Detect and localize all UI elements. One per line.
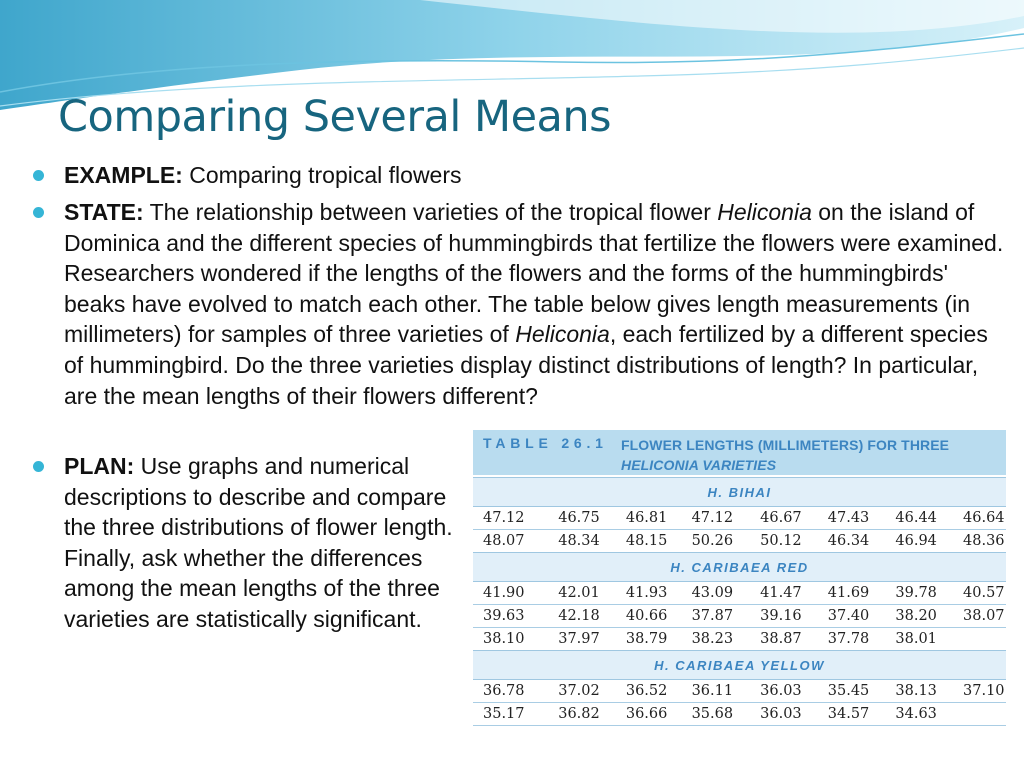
table-caption-line-2: HELICONIA VARIETIES <box>621 457 777 473</box>
table-cell: 37.97 <box>558 631 600 647</box>
bullet-state <box>64 197 1004 411</box>
state-text-1: The relationship between varieties of the tropical flower <box>149 199 711 225</box>
plan-text: Use graphs and numerical descriptions to describe and compare the three distributions of flower length. Finally, ask whether the differences among the mean lengths of the three varieties are statistically significant. <box>64 453 453 632</box>
state-text-2: on the island of Dominica and the different species of hummingbirds that fertilize the flowers were examined. Researchers wondered if the lengths of the flowers and the forms of the hummingbirds' beaks have evolved to match each other. The table below gives length measurements (in millimeters) for samples of three varieties of <box>64 199 1004 348</box>
table-cell: 35.68 <box>692 703 761 726</box>
bullet-dot <box>33 207 44 218</box>
table-cell: 42.18 <box>558 605 626 628</box>
table-row <box>473 530 1006 553</box>
table-cell: 36.66 <box>626 703 692 726</box>
table-cell: 38.13 <box>895 680 963 703</box>
table-cell: 36.78 <box>473 680 558 703</box>
table-cell: 42.01 <box>558 582 626 605</box>
table-cell: 37.87 <box>692 605 761 628</box>
group-table-bihai <box>473 507 1006 552</box>
table-cell: 50.26 <box>691 533 734 549</box>
table-cell: 48.36 <box>963 533 1005 549</box>
table-cell: 39.78 <box>895 582 963 605</box>
table-cell: 37.78 <box>827 631 870 647</box>
table-cell: 36.11 <box>692 680 761 703</box>
group-header-caribaea-red: H. CARIBAEA RED <box>473 552 1006 582</box>
group-table-caribaea-red <box>473 582 1006 650</box>
group-header-bihai: H. BIHAI <box>473 477 1006 507</box>
table-cell: 38.07 <box>963 605 1006 628</box>
slide-title: Comparing Several Means <box>58 92 612 142</box>
table-cell: 40.66 <box>626 605 692 628</box>
table-row <box>473 628 1006 651</box>
table-cell: 36.52 <box>626 680 692 703</box>
table-cell: 41.90 <box>473 582 558 605</box>
table-cell: 39.63 <box>473 605 558 628</box>
example-text: Comparing tropical flowers <box>189 162 462 188</box>
bullet-plan <box>64 451 464 635</box>
table-cell: 38.23 <box>691 631 734 647</box>
table-cell <box>963 628 1006 651</box>
table-row <box>473 605 1006 628</box>
table-cell: 48.07 <box>483 533 525 549</box>
table-cell: 35.45 <box>828 680 896 703</box>
table-cell: 36.82 <box>558 703 626 726</box>
table-cell <box>963 703 1006 726</box>
table-cell: 41.47 <box>760 582 828 605</box>
group-table-caribaea-yellow <box>473 680 1006 726</box>
table-cell: 46.81 <box>626 507 692 530</box>
table-row <box>473 507 1006 530</box>
table-row <box>473 703 1006 726</box>
table-cell: 39.16 <box>760 605 828 628</box>
table-cell: 38.87 <box>760 631 802 647</box>
table-cell: 37.10 <box>963 680 1006 703</box>
table-cell: 50.12 <box>760 533 802 549</box>
state-italic-heliconia-2: Heliconia <box>515 321 610 348</box>
table-cell: 46.44 <box>895 507 963 530</box>
table-cell: 46.67 <box>760 507 828 530</box>
table-cell: 47.12 <box>692 507 761 530</box>
flower-lengths-table <box>473 430 1006 730</box>
table-cell: 37.02 <box>558 680 626 703</box>
table-cell: 48.15 <box>625 533 668 549</box>
table-header <box>473 430 1006 475</box>
table-cell: 38.01 <box>895 631 937 647</box>
table-cell: 46.75 <box>558 507 626 530</box>
table-cell: 47.43 <box>828 507 896 530</box>
bullet-dot <box>33 461 44 472</box>
table-cell: 46.64 <box>963 507 1006 530</box>
table-cell: 43.09 <box>692 582 761 605</box>
table-cell: 41.69 <box>828 582 896 605</box>
table-cell: 38.10 <box>483 631 525 647</box>
table-caption-line-1: FLOWER LENGTHS (MILLIMETERS) FOR THREE <box>621 437 950 453</box>
bullet-example <box>64 160 994 191</box>
table-cell: 35.17 <box>473 703 558 726</box>
table-caption <box>621 435 949 475</box>
table-cell: 41.93 <box>626 582 692 605</box>
state-italic-heliconia-1: Heliconia <box>717 199 812 225</box>
table-cell: 46.94 <box>895 533 937 549</box>
bullet-dot <box>33 170 44 181</box>
table-cell: 36.03 <box>760 703 828 726</box>
table-cell: 47.12 <box>473 507 558 530</box>
table-cell: 40.57 <box>963 582 1006 605</box>
table-cell: 38.20 <box>895 605 963 628</box>
table-cell: 34.57 <box>828 703 896 726</box>
plan-label: PLAN: <box>64 453 135 479</box>
table-cell: 38.79 <box>625 631 668 647</box>
table-cell: 36.03 <box>760 680 828 703</box>
table-number: TABLE 26.1 <box>483 435 608 451</box>
table-cell: 34.63 <box>895 703 963 726</box>
table-cell: 46.34 <box>827 533 870 549</box>
state-text-3: , each fertilized by a different species of hummingbird. Do the three varieties display distinct distributions of length? In particular, are the mean lengths of their flowers different? <box>64 321 988 409</box>
example-label: EXAMPLE: <box>64 162 183 188</box>
table-cell: 37.40 <box>828 605 896 628</box>
group-header-caribaea-yellow: H. CARIBAEA YELLOW <box>473 650 1006 680</box>
table-cell: 48.34 <box>558 533 600 549</box>
table-row <box>473 582 1006 605</box>
table-row <box>473 680 1006 703</box>
state-label: STATE: <box>64 199 144 225</box>
